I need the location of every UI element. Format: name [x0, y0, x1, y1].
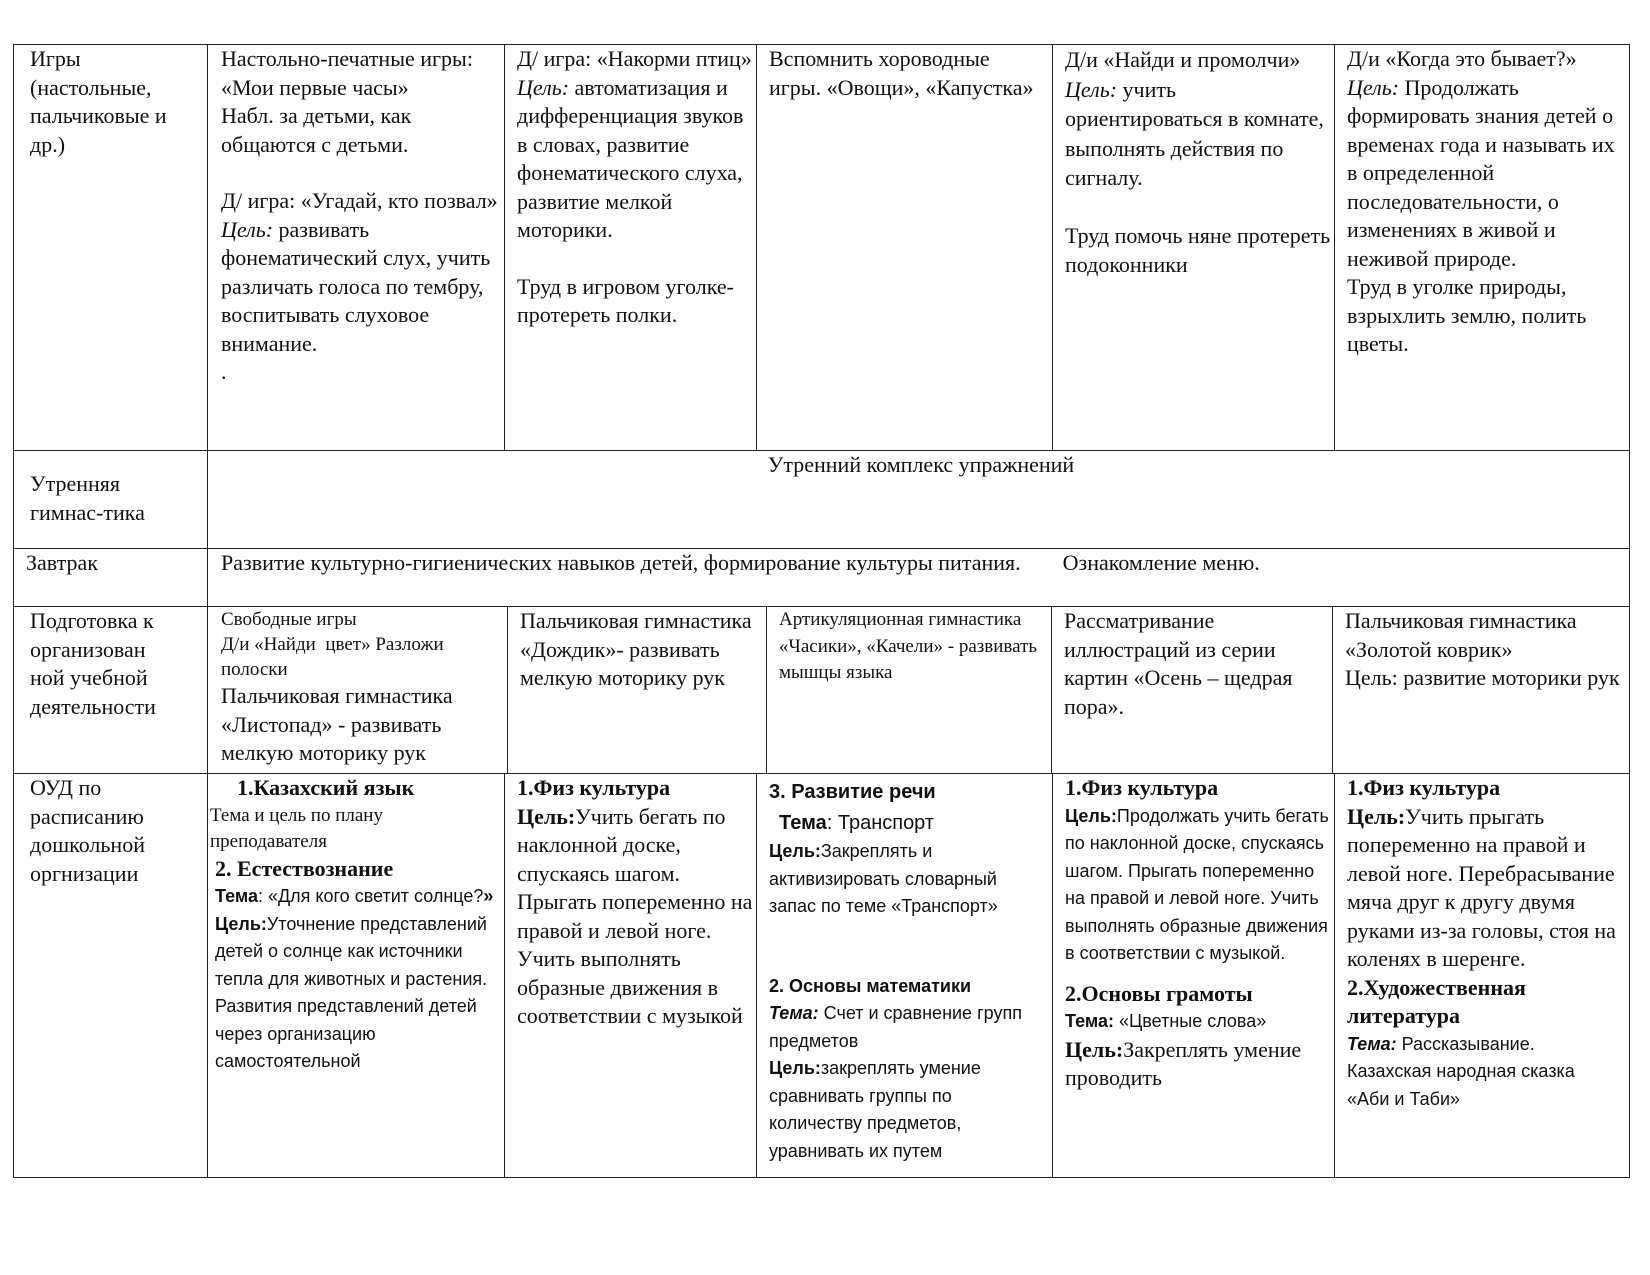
row-label-text: ОУД по расписанию дошкольной оргнизации — [30, 775, 145, 886]
theme-label: Тема — [779, 812, 827, 834]
cell-text: Артикуляционная гимнастика «Часики», «Качели» - развивать мышцы языка — [779, 609, 1042, 683]
oud-cell-1 — [209, 774, 509, 1177]
section-heading: 1.Физ культура — [517, 775, 671, 800]
row-label-games — [24, 45, 209, 451]
goal-text: Продолжать формировать знания детей о временах года и называть их в определенной последовательности, о изменениях в живой и неживой природе. — [1347, 74, 1621, 271]
theme-text: » — [483, 886, 494, 906]
oud-cell-2 — [511, 774, 761, 1177]
table-row-breakfast — [13, 548, 1630, 607]
cell-text: Пальчиковая гимнастика «Дождик»- развивать мелкую моторику рук — [520, 608, 758, 690]
theme-label: Тема: — [1347, 1033, 1397, 1054]
goal-text: Закреплять и активизировать словарный запас по теме «Транспорт» — [769, 841, 1002, 916]
goal-text: Продолжать учить бегать по наклонной доске, спускаясь шагом. Прыгать попеременно на правой и левой ноге. Учить выполнять образные движения в соответствии с музыкой. — [1065, 805, 1334, 963]
section-heading: 3. Развитие речи — [769, 781, 936, 803]
gym-cell — [214, 451, 1628, 549]
table-row-oud — [13, 773, 1630, 1178]
section-heading: 2.Основы грамоты — [1065, 980, 1253, 1006]
cell-text: Развитие культурно-гигиенических навыков детей, формирование культуры питания. — [221, 550, 1021, 575]
prep-cell-1 — [215, 607, 513, 774]
goal-label: Цель: — [1347, 803, 1406, 829]
section-heading: 2. Естествознание — [215, 855, 394, 881]
games-cell-3 — [763, 45, 1049, 451]
cell-text: Д/и «Найди и промолчи» — [1065, 47, 1301, 72]
theme-text: Счет и сравнение групп предметов — [769, 1003, 1027, 1051]
goal-text: развивать фонематический слух, учить различать голоса по тембру, воспитывать слуховое внимание. — [221, 216, 496, 356]
cell-text: Утренний комплекс упражнений — [767, 452, 1075, 477]
cell-text: Д/ игра: «Накорми птиц» — [517, 46, 752, 71]
section-heading: 1.Физ культура — [1347, 775, 1501, 800]
cell-text: Вспомнить хороводные игры. «Овощи», «Капустка» — [769, 46, 1034, 100]
table-row-prep — [13, 606, 1630, 774]
theme-label: Тема: — [769, 1003, 819, 1023]
breakfast-cell — [215, 549, 1625, 607]
cell-text — [209, 803, 509, 855]
goal-label: Цель: — [1347, 74, 1400, 100]
cell-text: Труд в уголке природы, взрыхлить землю, полить цветы. — [1347, 274, 1592, 356]
cell-text: Д/и «Когда это бывает?» — [1347, 46, 1577, 71]
oud-cell-5 — [1341, 774, 1626, 1177]
section-heading: 2. Основы математики — [769, 975, 972, 996]
section-heading: 1.Казахский язык — [237, 775, 415, 800]
row-label-breakfast — [20, 549, 205, 607]
goal-label: Цель: — [769, 1058, 821, 1078]
goal-text: Уточнение представлений детей о солнце как источники тепла для животных и растения. Развития представлений детей через организацию самостоятельной — [215, 913, 493, 1071]
goal-label: Цель: — [1065, 1036, 1124, 1062]
goal-label: Цель: — [1065, 805, 1117, 826]
prep-cell-2 — [514, 607, 774, 774]
section-heading: 1.Физ культура — [1065, 775, 1219, 800]
goal-text: Закреплять умение проводить — [1065, 1036, 1307, 1090]
row-label-gym — [24, 451, 209, 549]
games-cell-4 — [1059, 45, 1339, 451]
games-cell-2 — [511, 45, 761, 451]
cell-text: Труд в игровом уголке- протереть полки. — [517, 273, 740, 327]
cell-text: Пальчиковая гимнастика «Листопад» - развивать мелкую моторику рук — [221, 683, 459, 765]
theme-label: Тема: — [1065, 1011, 1114, 1031]
cell-text: Труд помочь няне протереть подоконники — [1065, 222, 1336, 277]
prep-cell-4 — [1058, 607, 1343, 774]
goal-label: Цель: — [215, 913, 267, 934]
goal-text: автоматизация и дифференциация звуков в словах, развитие фонематического слуха, развитие мелкой моторики. — [517, 74, 749, 242]
oud-cell-3 — [763, 774, 1053, 1177]
theme-text: : Транспорт — [826, 812, 935, 834]
cell-text: Тема и цель по плану преподавателя — [210, 804, 383, 852]
theme-text: «Цветные слова» — [1113, 1011, 1267, 1031]
cell-text: Рассматривание иллюстраций из серии картин «Осень – щедрая пора». — [1064, 608, 1298, 719]
row-label-text: Утренняя гимнас-тика — [30, 471, 145, 525]
theme-text: Рассказывание. Казахская народная сказка «Аби и Таби» — [1347, 1033, 1580, 1109]
row-label-text: Игры (настольные, пальчиковые и др.) — [30, 46, 167, 157]
row-label-text: Подготовка к организован ной учебной деятельности — [30, 608, 156, 719]
goal-label: Цель: — [769, 841, 821, 861]
goal-text: Учить прыгать попеременно на правой и левой ноге. Перебрасывание мяча друг к другу двумя руками из-за головы, стоя на коленях в шеренге. — [1347, 803, 1622, 971]
row-label-prep — [24, 607, 209, 774]
prep-cell-5 — [1339, 607, 1629, 774]
prep-cell-3 — [773, 607, 1058, 774]
theme-text: : «Для кого светит солнце? — [257, 886, 484, 906]
theme-label: Тема — [215, 886, 258, 906]
goal-label: Цель: — [517, 74, 570, 100]
row-label-oud — [24, 774, 209, 1177]
cell-text: Свободные игры Д/и «Найди цвет» Разложи полоски — [221, 609, 444, 680]
row-label-text: Завтрак — [26, 550, 98, 575]
table-row-games — [13, 44, 1630, 451]
goal-text: Учить бегать по наклонной доске, спускаясь шагом. Прыгать попеременно на правой и левой ноге. Учить выполнять образные движения в соответствии с музыкой — [517, 803, 758, 1028]
cell-text: . — [221, 359, 227, 384]
games-cell-5 — [1341, 45, 1626, 451]
cell-text: Д/ игра: «Угадай, кто позвал» — [221, 188, 498, 213]
table-row-gym — [13, 450, 1630, 549]
goal-label: Цель: — [1065, 76, 1118, 102]
section-heading: 2.Художественная литература — [1347, 974, 1532, 1028]
cell-text: Настольно-печатные игры: «Мои первые часы» Набл. за детьми, как общаются с детьми. — [221, 46, 473, 157]
goal-text: закреплять умение сравнивать группы по количеству предметов, уравнивать их путем — [769, 1058, 986, 1161]
cell-text: Пальчиковая гимнастика «Золотой коврик» Цель: развитие моторики рук — [1345, 608, 1620, 690]
goal-text: учить ориентироваться в комнате, выполнять действия по сигналу. — [1065, 76, 1330, 190]
goal-label: Цель: — [517, 803, 576, 829]
games-cell-1 — [215, 45, 505, 451]
oud-cell-4 — [1059, 774, 1339, 1177]
goal-label: Цель: — [221, 216, 274, 242]
cell-text: Ознакомление меню. — [1062, 550, 1260, 575]
